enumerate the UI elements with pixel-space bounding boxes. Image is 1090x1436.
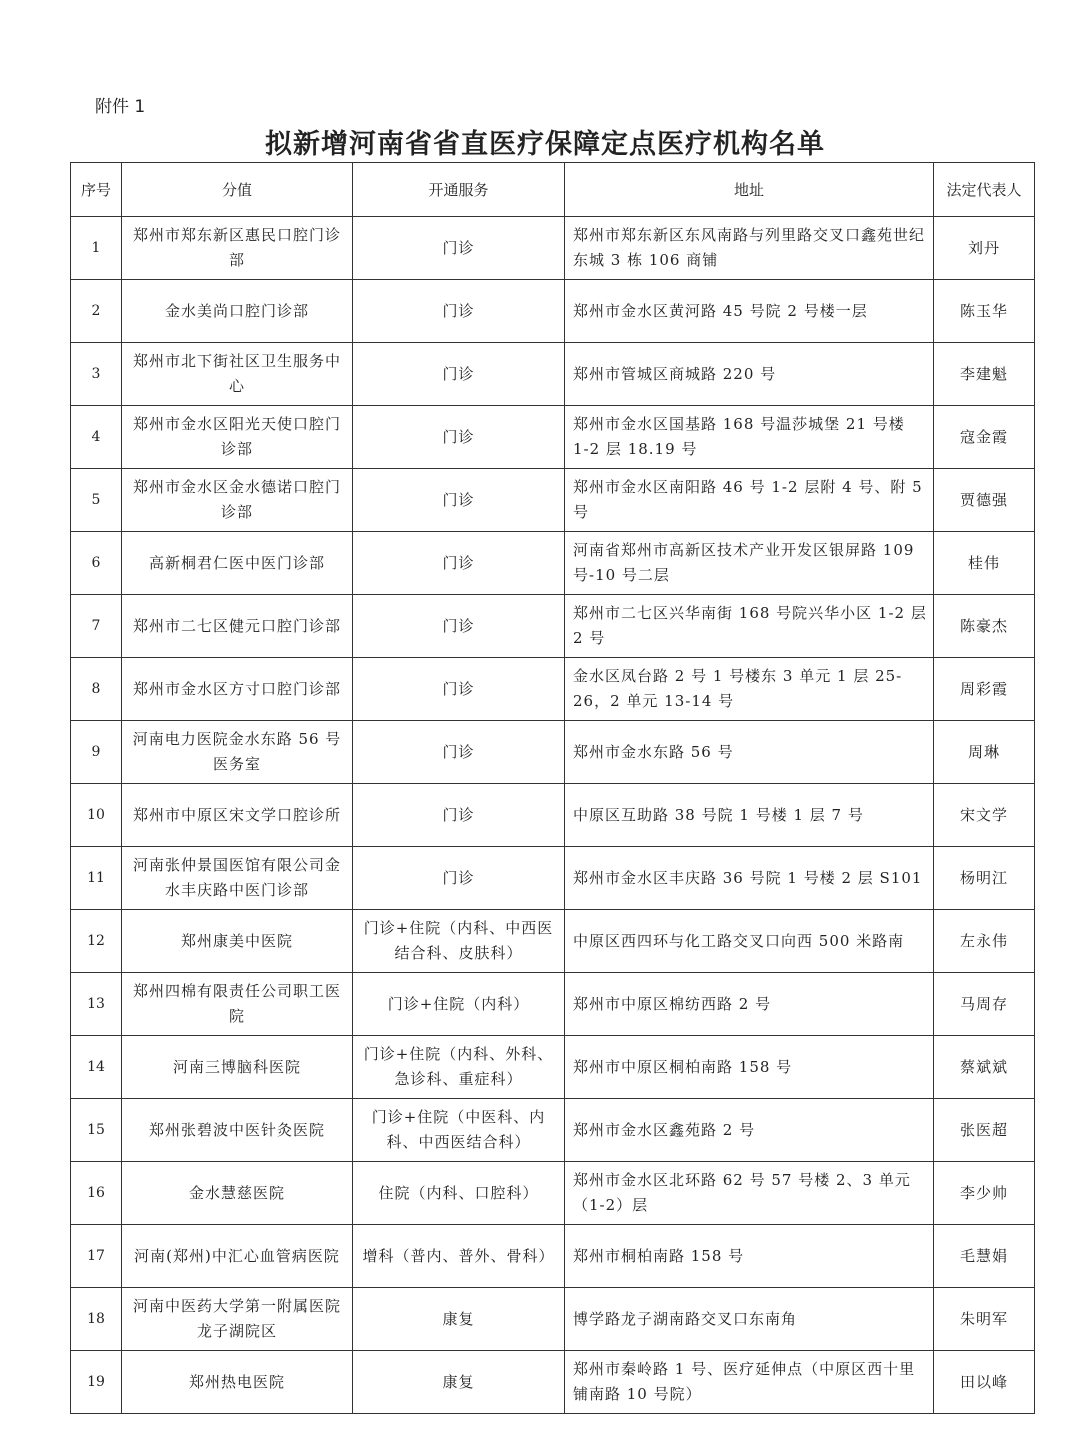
- legal-representative: 李建魁: [934, 343, 1035, 406]
- table-row: [71, 658, 1035, 721]
- table-row: [71, 1351, 1035, 1414]
- legal-representative: 朱明军: [934, 1288, 1035, 1351]
- institution-address: 河南省郑州市高新区技术产业开发区银屏路 109 号-10 号二层: [565, 532, 934, 595]
- service-type: 门诊: [353, 532, 565, 595]
- row-number: 14: [71, 1036, 122, 1099]
- row-number: 3: [71, 343, 122, 406]
- institution-name: 郑州四棉有限责任公司职工医院: [122, 973, 353, 1036]
- header-rep: 法定代表人: [934, 163, 1035, 217]
- document-title: 拟新增河南省省直医疗保障定点医疗机构名单: [265, 129, 825, 160]
- institution-name: 河南张仲景国医馆有限公司金水丰庆路中医门诊部: [122, 847, 353, 910]
- institution-address: 郑州市管城区商城路 220 号: [565, 343, 934, 406]
- institution-address: 郑州市金水区丰庆路 36 号院 1 号楼 2 层 S101: [565, 847, 934, 910]
- row-number: 12: [71, 910, 122, 973]
- institution-address: 郑州市金水区南阳路 46 号 1-2 层附 4 号、附 5 号: [565, 469, 934, 532]
- legal-representative: 杨明江: [934, 847, 1035, 910]
- table-row: [71, 469, 1035, 532]
- institution-address: 郑州市桐柏南路 158 号: [565, 1225, 934, 1288]
- table-body: [71, 217, 1035, 1414]
- legal-representative: 左永伟: [934, 910, 1035, 973]
- row-number: 9: [71, 721, 122, 784]
- institution-name: 郑州热电医院: [122, 1351, 353, 1414]
- row-number: 10: [71, 784, 122, 847]
- service-type: 门诊: [353, 217, 565, 280]
- service-type: 门诊: [353, 280, 565, 343]
- row-number: 15: [71, 1099, 122, 1162]
- institution-name: 金水美尚口腔门诊部: [122, 280, 353, 343]
- legal-representative: 寇金霞: [934, 406, 1035, 469]
- institution-address: 郑州市金水东路 56 号: [565, 721, 934, 784]
- table-row: [71, 721, 1035, 784]
- row-number: 2: [71, 280, 122, 343]
- institution-name: 郑州市金水区金水德诺口腔门诊部: [122, 469, 353, 532]
- service-type: 门诊: [353, 469, 565, 532]
- institution-name: 郑州市中原区宋文学口腔诊所: [122, 784, 353, 847]
- service-type: 门诊: [353, 406, 565, 469]
- table-row: [71, 1225, 1035, 1288]
- service-type: 康复: [353, 1288, 565, 1351]
- institution-address: 郑州市二七区兴华南街 168 号院兴华小区 1-2 层 2 号: [565, 595, 934, 658]
- service-type: 门诊: [353, 721, 565, 784]
- row-number: 17: [71, 1225, 122, 1288]
- institution-name: 河南电力医院金水东路 56 号医务室: [122, 721, 353, 784]
- legal-representative: 周琳: [934, 721, 1035, 784]
- service-type: 门诊: [353, 658, 565, 721]
- institution-name: 河南(郑州)中汇心血管病医院: [122, 1225, 353, 1288]
- table-row: [71, 1162, 1035, 1225]
- service-type: 康复: [353, 1351, 565, 1414]
- legal-representative: 张医超: [934, 1099, 1035, 1162]
- row-number: 8: [71, 658, 122, 721]
- institution-address: 中原区西四环与化工路交叉口向西 500 米路南: [565, 910, 934, 973]
- legal-representative: 蔡斌斌: [934, 1036, 1035, 1099]
- row-number: 13: [71, 973, 122, 1036]
- table-row: [71, 217, 1035, 280]
- institution-address: 郑州市郑东新区东风南路与列里路交叉口鑫苑世纪东城 3 栋 106 商铺: [565, 217, 934, 280]
- header-service: 开通服务: [353, 163, 565, 217]
- service-type: 门诊: [353, 847, 565, 910]
- legal-representative: 陈玉华: [934, 280, 1035, 343]
- service-type: 门诊+住院（内科、中西医结合科、皮肤科）: [353, 910, 565, 973]
- institution-table: [70, 162, 1035, 1414]
- legal-representative: 刘丹: [934, 217, 1035, 280]
- institution-address: 金水区凤台路 2 号 1 号楼东 3 单元 1 层 25-26，2 单元 13-14 号: [565, 658, 934, 721]
- institution-name: 高新桐君仁医中医门诊部: [122, 532, 353, 595]
- table-row: [71, 595, 1035, 658]
- table-row: [71, 1036, 1035, 1099]
- institution-address: 中原区互助路 38 号院 1 号楼 1 层 7 号: [565, 784, 934, 847]
- row-number: 6: [71, 532, 122, 595]
- table-row: [71, 343, 1035, 406]
- row-number: 7: [71, 595, 122, 658]
- table-row: [71, 1099, 1035, 1162]
- institution-name: 郑州张碧波中医针灸医院: [122, 1099, 353, 1162]
- header-no: 序号: [71, 163, 122, 217]
- service-type: 门诊: [353, 343, 565, 406]
- row-number: 11: [71, 847, 122, 910]
- table-row: [71, 532, 1035, 595]
- attachment-label: 附件 1: [95, 97, 146, 117]
- institution-name: 金水慧慈医院: [122, 1162, 353, 1225]
- table-row: [71, 1288, 1035, 1351]
- service-type: 住院（内科、口腔科）: [353, 1162, 565, 1225]
- service-type: 门诊+住院（中医科、内科、中西医结合科）: [353, 1099, 565, 1162]
- service-type: 门诊+住院（内科）: [353, 973, 565, 1036]
- institution-name: 郑州市金水区方寸口腔门诊部: [122, 658, 353, 721]
- legal-representative: 周彩霞: [934, 658, 1035, 721]
- row-number: 1: [71, 217, 122, 280]
- table-row: [71, 280, 1035, 343]
- institution-address: 郑州市金水区鑫苑路 2 号: [565, 1099, 934, 1162]
- institution-name: 郑州康美中医院: [122, 910, 353, 973]
- table-header-row: [71, 163, 1035, 217]
- row-number: 4: [71, 406, 122, 469]
- service-type: 门诊: [353, 595, 565, 658]
- legal-representative: 贾德强: [934, 469, 1035, 532]
- service-type: 门诊: [353, 784, 565, 847]
- legal-representative: 毛慧娟: [934, 1225, 1035, 1288]
- legal-representative: 马周存: [934, 973, 1035, 1036]
- legal-representative: 宋文学: [934, 784, 1035, 847]
- institution-address: 郑州市金水区黄河路 45 号院 2 号楼一层: [565, 280, 934, 343]
- institution-name: 郑州市金水区阳光天使口腔门诊部: [122, 406, 353, 469]
- institution-name: 郑州市二七区健元口腔门诊部: [122, 595, 353, 658]
- service-type: 门诊+住院（内科、外科、急诊科、重症科）: [353, 1036, 565, 1099]
- service-type: 增科（普内、普外、骨科）: [353, 1225, 565, 1288]
- table-row: [71, 910, 1035, 973]
- institution-address: 郑州市秦岭路 1 号、医疗延伸点（中原区西十里铺南路 10 号院）: [565, 1351, 934, 1414]
- table-row: [71, 847, 1035, 910]
- row-number: 18: [71, 1288, 122, 1351]
- institution-name: 河南中医药大学第一附属医院龙子湖院区: [122, 1288, 353, 1351]
- row-number: 19: [71, 1351, 122, 1414]
- header-address: 地址: [565, 163, 934, 217]
- institution-address: 郑州市金水区北环路 62 号 57 号楼 2、3 单元（1-2）层: [565, 1162, 934, 1225]
- legal-representative: 田以峰: [934, 1351, 1035, 1414]
- institution-name: 河南三博脑科医院: [122, 1036, 353, 1099]
- legal-representative: 桂伟: [934, 532, 1035, 595]
- institution-address: 郑州市中原区棉纺西路 2 号: [565, 973, 934, 1036]
- row-number: 16: [71, 1162, 122, 1225]
- header-name: 分值: [122, 163, 353, 217]
- legal-representative: 李少帅: [934, 1162, 1035, 1225]
- table-row: [71, 406, 1035, 469]
- row-number: 5: [71, 469, 122, 532]
- legal-representative: 陈豪杰: [934, 595, 1035, 658]
- institution-name: 郑州市北下街社区卫生服务中心: [122, 343, 353, 406]
- institution-address: 郑州市金水区国基路 168 号温莎城堡 21 号楼 1-2 层 18.19 号: [565, 406, 934, 469]
- institution-address: 郑州市中原区桐柏南路 158 号: [565, 1036, 934, 1099]
- institution-name: 郑州市郑东新区惠民口腔门诊部: [122, 217, 353, 280]
- institution-address: 博学路龙子湖南路交叉口东南角: [565, 1288, 934, 1351]
- table-row: [71, 784, 1035, 847]
- table-row: [71, 973, 1035, 1036]
